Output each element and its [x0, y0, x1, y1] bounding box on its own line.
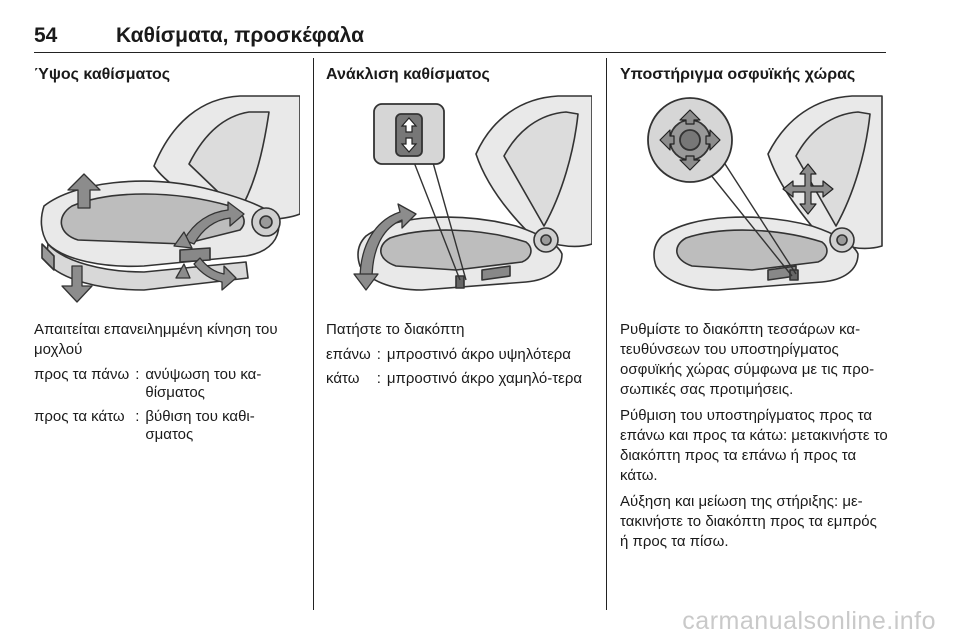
list-item [34, 366, 300, 408]
seat-height-illustration [34, 94, 300, 306]
adjustment-list [326, 346, 582, 394]
item-separator: : [135, 408, 140, 425]
watermark: carmanualsonline.info [682, 607, 936, 635]
column-divider [606, 58, 607, 610]
paragraph: Ρύθμιση του υποστηρίγματος προς τα επάνω και προς τα κάτω: μετακινήστε το διακόπτη προς τα επάνω ή προς τα κάτω. [620, 407, 888, 484]
item-value: μπροστινό άκρο χαμηλό-τερα [386, 370, 583, 387]
page-number: 54 [34, 24, 58, 47]
paragraph: Αύξηση και μείωση της στήριξης: με-τακινήστε το διακόπτη προς τα εμπρός ή προς τα πίσω. [620, 493, 877, 550]
item-value: βύθιση του καθι-σματος [145, 408, 255, 443]
list-item [34, 408, 300, 450]
item-value: μπροστινό άκρο υψηλότερα [386, 346, 571, 363]
section-heading: Ανάκλιση καθίσματος [326, 66, 490, 83]
item-separator: : [135, 366, 140, 383]
page-header [34, 18, 886, 53]
item-separator: : [376, 370, 381, 387]
lumbar-support-illustration [620, 94, 886, 306]
item-separator: : [376, 346, 381, 363]
item-key: κάτω [326, 370, 360, 387]
item-key: προς τα κάτω [34, 408, 125, 425]
section-heading: Ύψος καθίσματος [34, 66, 171, 83]
intro-text: Πατήστε το διακόπτη [326, 321, 465, 338]
list-item [326, 370, 582, 394]
adjustment-list [34, 366, 300, 450]
list-item [326, 346, 582, 370]
intro-text: Απαιτείται επανειλημμένη κίνηση του μοχλού [34, 321, 278, 358]
section-lumbar-support [620, 58, 888, 558]
paragraph: Ρυθμίστε το διακόπτη τεσσάρων κα-τευθύνσεων του υποστηρίγματος οσφυϊκής χώρας σύμφωνα με τις προ-σωπικές σας προτιμήσεις. [620, 321, 875, 398]
column-divider [313, 58, 314, 610]
section-heading: Υποστήριγμα οσφυϊκής χώρας [620, 66, 856, 83]
item-value: ανύψωση του κα-θίσματος [145, 366, 262, 401]
item-key: προς τα πάνω [34, 366, 130, 383]
item-key: επάνω [326, 346, 371, 363]
seat-tilt-illustration [326, 94, 592, 306]
page-title: Καθίσματα, προσκέφαλα [116, 24, 364, 47]
section-seat-tilt [326, 58, 592, 394]
section-seat-height [34, 58, 300, 450]
